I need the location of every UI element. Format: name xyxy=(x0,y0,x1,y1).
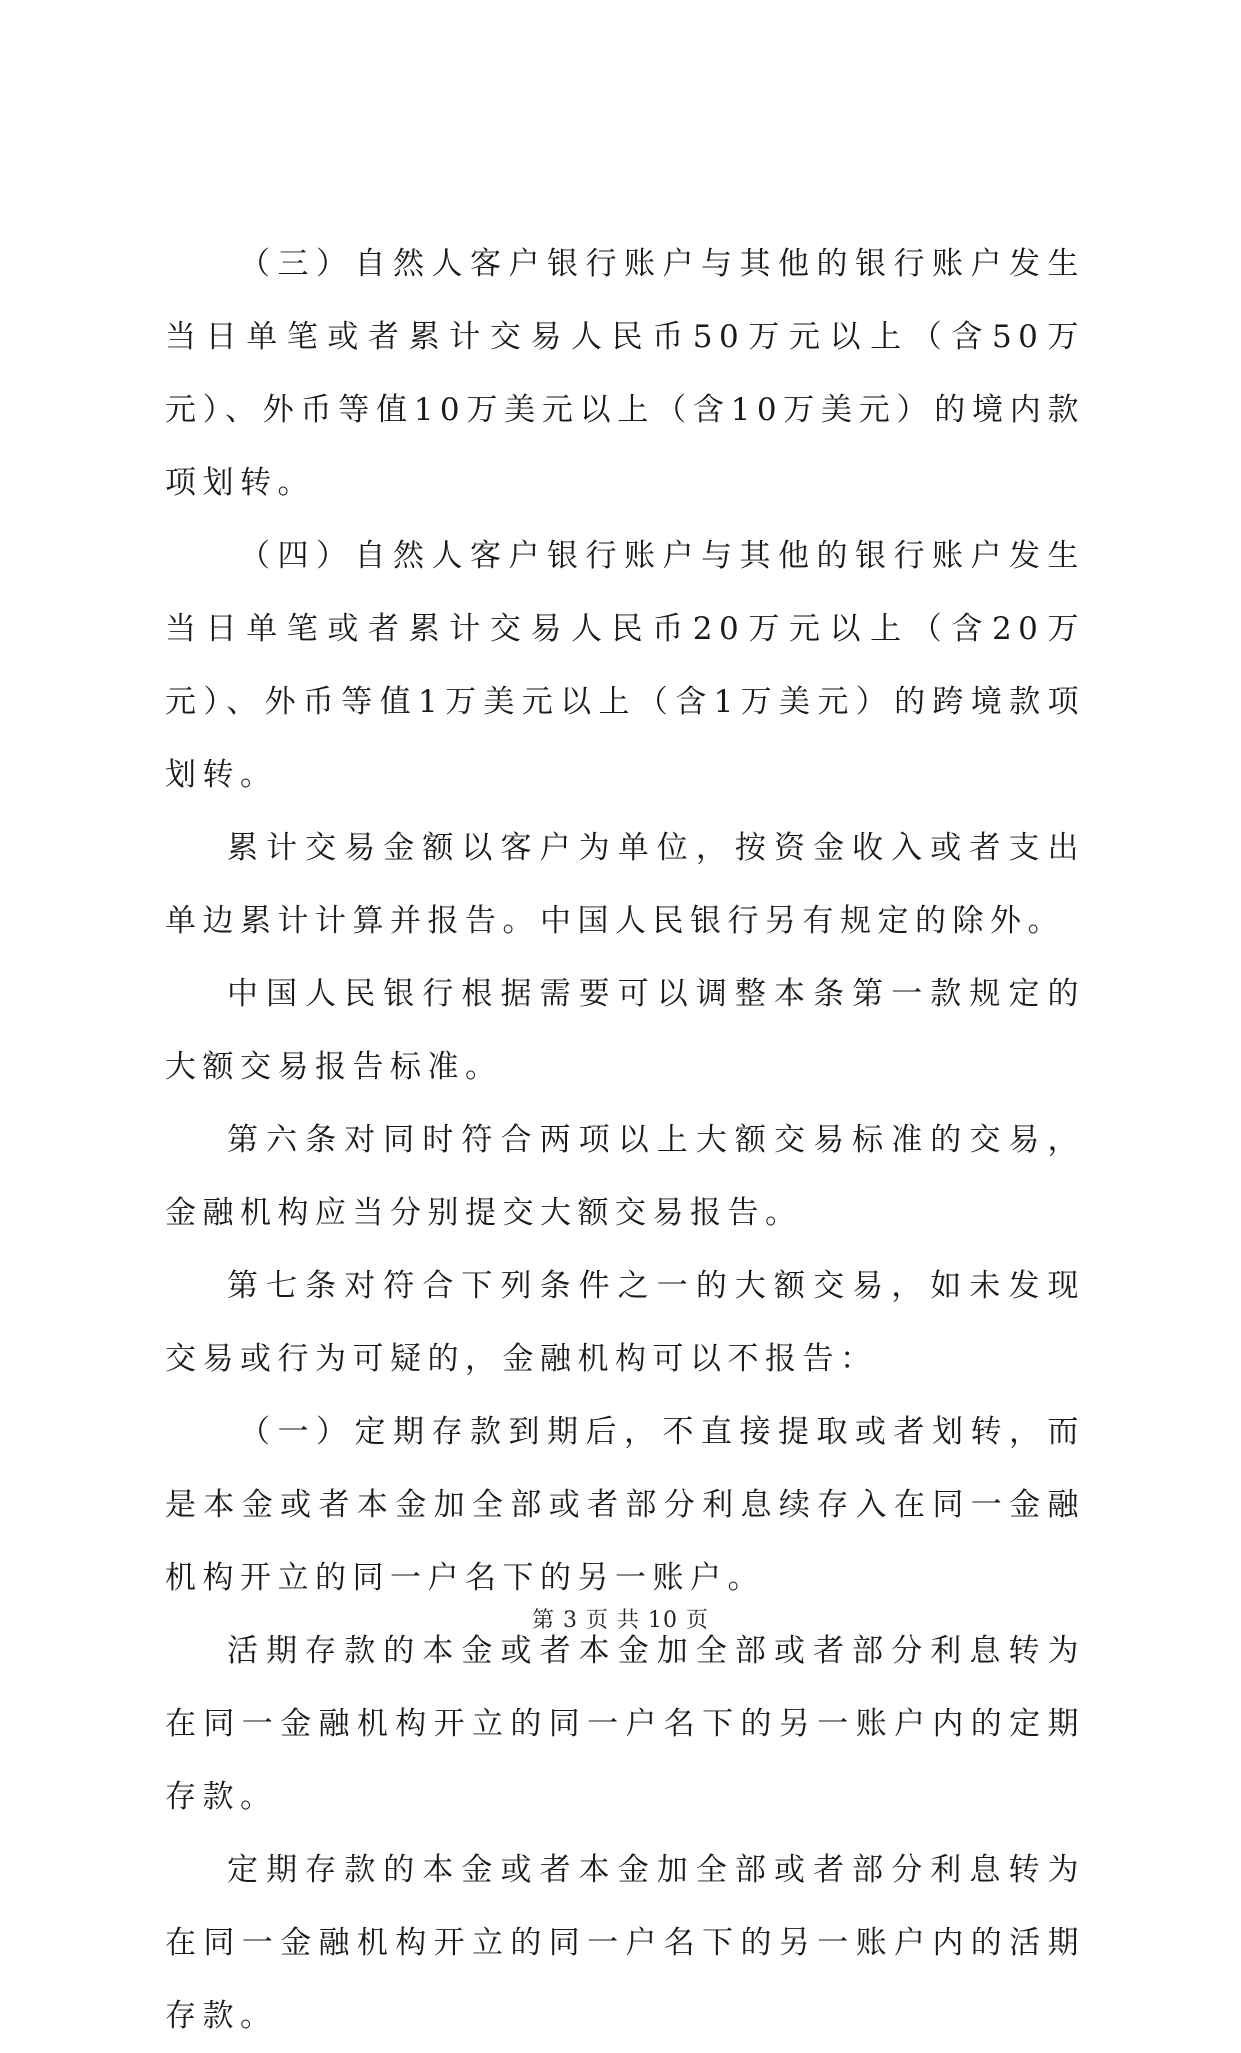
paragraph-cumulative-amount: 累计交易金额以客户为单位，按资金收入或者支出单边累计计算并报告。中国人民银行另有规定的除外。 xyxy=(165,830,1085,939)
paragraph-article-6: 第六条对同时符合两项以上大额交易标准的交易，金融机构应当分别提交大额交易报告。 xyxy=(165,1122,1085,1231)
paragraph-item-4: （四）自然人客户银行账户与其他的银行账户发生当日单笔或者累计交易人民币20万元以上（含20万元）、外币等值1万美元以上（含1万美元）的跨境款项划转。 xyxy=(165,538,1085,793)
paragraph-item-1: （一）定期存款到期后，不直接提取或者划转，而是本金或者本金加全部或者部分利息续存入在同一金融机构开立的同一户名下的另一账户。 xyxy=(165,1414,1085,1596)
paragraph-item-3: （三）自然人客户银行账户与其他的银行账户发生当日单笔或者累计交易人民币50万元以上（含50万元）、外币等值10万美元以上（含10万美元）的境内款项划转。 xyxy=(165,246,1085,501)
paragraph-article-7: 第七条对符合下列条件之一的大额交易，如未发现交易或行为可疑的，金融机构可以不报告： xyxy=(165,1268,1085,1377)
page-number-footer: 第 3 页 共 10 页 xyxy=(532,1608,709,1633)
paragraph-adjust-standard: 中国人民银行根据需要可以调整本条第一款规定的大额交易报告标准。 xyxy=(165,976,1085,1085)
document-body xyxy=(165,228,1085,2053)
paragraph-demand-deposit: 活期存款的本金或者本金加全部或者部分利息转为在同一金融机构开立的同一户名下的另一账户内的定期存款。 xyxy=(165,1633,1085,1815)
paragraph-time-deposit: 定期存款的本金或者本金加全部或者部分利息转为在同一金融机构开立的同一户名下的另一账户内的活期存款。 xyxy=(165,1852,1085,2034)
